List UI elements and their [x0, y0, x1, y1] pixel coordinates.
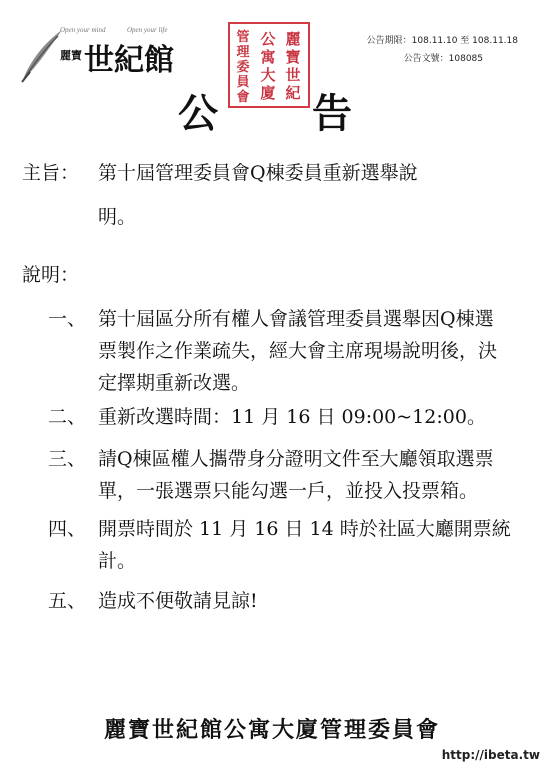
notice-doc-label: 公告文號： — [403, 54, 449, 64]
item-line: 請Q棟區權人攜帶身分證明文件至大廳領取選票 — [98, 448, 494, 470]
subject-line-1: 第十屆管理委員會Q棟委員重新選舉說 — [98, 162, 418, 184]
site-watermark: http://ibeta.tw — [441, 748, 540, 762]
notice-period — [367, 33, 518, 46]
footer-signature: 麗寶世紀館公寓大廈管理委員會 — [103, 717, 440, 743]
item-line: 重新改選時間：11 月 16 日 09:00~12:00。 — [98, 406, 486, 428]
item-line: 開票時間於 11 月 16 日 14 時於社區大廳開票統 — [98, 518, 511, 540]
notice-doc-number — [404, 51, 483, 64]
subject-line-2: 明。 — [98, 206, 137, 228]
logo-main-text: 世紀館 — [84, 43, 174, 78]
item-line: 造成不便敬請見諒! — [98, 590, 258, 612]
item-line: 單，一張選票只能勾選一戶，並投入投票箱。 — [98, 480, 479, 502]
seal-column-2: 公寓大廈 — [260, 30, 276, 102]
logo-small-text: 麗寶 — [60, 49, 82, 62]
item-line: 第十屆區分所有權人會議管理委員選舉因Q棟選 — [98, 308, 494, 330]
item-number: 五、 — [48, 590, 87, 612]
committee-seal — [228, 22, 310, 108]
item-line: 定擇期重新改選。 — [98, 372, 251, 394]
title-char-left: 公 — [178, 90, 218, 137]
notice-doc-value: 108085 — [448, 54, 483, 64]
item-number: 三、 — [48, 448, 87, 470]
item-line: 票製作之作業疏失，經大會主席現場說明後，決 — [98, 340, 498, 362]
subject-label: 主旨： — [22, 162, 80, 184]
item-number: 一、 — [48, 308, 87, 330]
notice-period-label: 公告期限： — [366, 36, 412, 46]
item-line: 計。 — [98, 550, 137, 572]
item-number: 二、 — [48, 406, 87, 428]
seal-column-3: 管理委員會 — [236, 30, 250, 105]
title-char-right: 告 — [312, 90, 352, 137]
seal-column-1: 麗寶世紀 — [285, 30, 301, 102]
quill-pen-icon — [18, 26, 66, 86]
logo-tagline-right: Open your life — [127, 26, 168, 34]
item-number: 四、 — [48, 518, 87, 540]
notice-period-value: 108.11.10 至 108.11.18 — [411, 36, 518, 46]
explanation-label: 說明： — [22, 264, 80, 286]
logo-tagline-left: Open your mind — [60, 26, 106, 34]
